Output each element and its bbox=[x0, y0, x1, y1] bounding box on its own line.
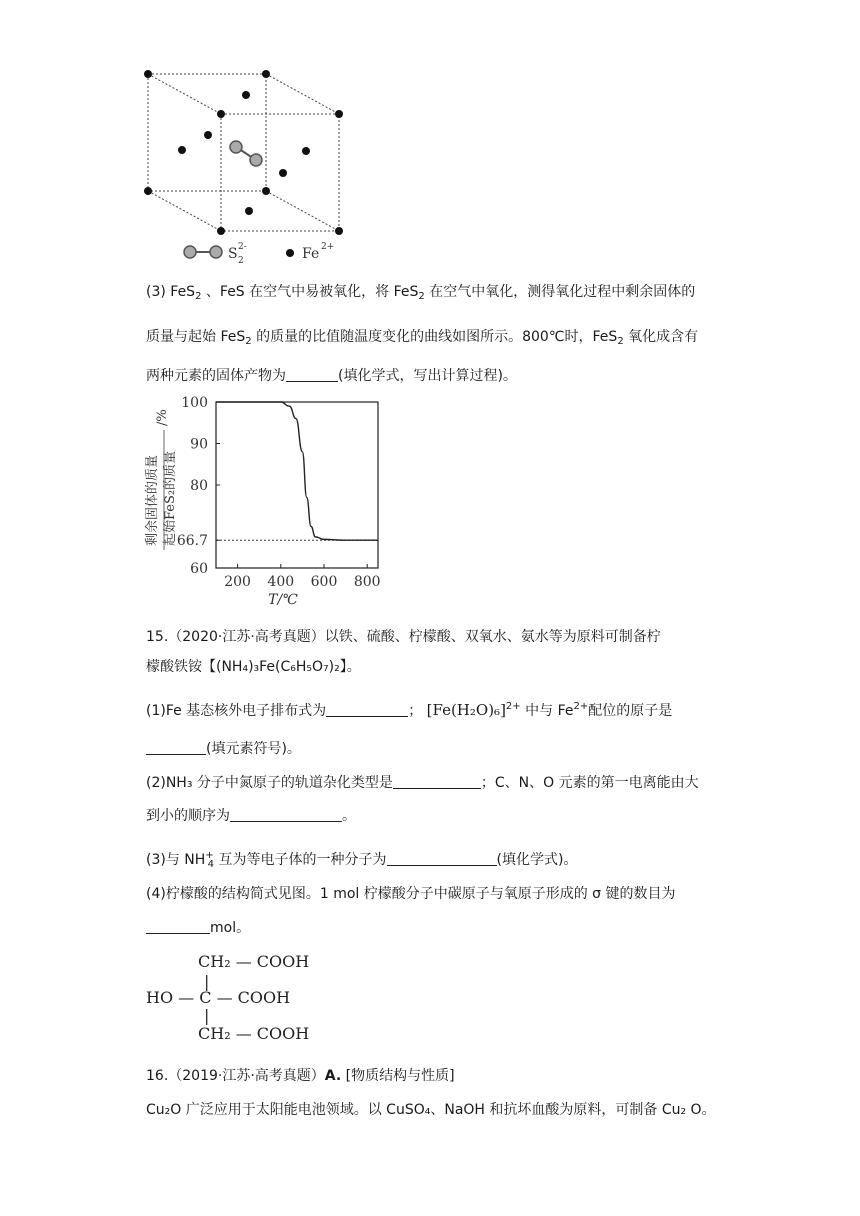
q16-header: 16.（2019·江苏·高考真题）A. [物质结构与性质] bbox=[146, 1068, 455, 1084]
ylabel-unit: /% bbox=[155, 409, 170, 426]
struct-middle: HO — C — COOH bbox=[146, 988, 291, 1007]
q15-part1-cont: (填元素符号)。 bbox=[146, 739, 301, 759]
struct-top: CH₂ — COOH bbox=[198, 952, 310, 971]
x-tick-label: 200 bbox=[224, 574, 251, 590]
y-tick-label: 80 bbox=[190, 478, 208, 494]
q15-header2: 檬酸铁铵【(NH₄)₃Fe(C₆H₅O₇)₂】。 bbox=[146, 659, 361, 675]
svg-text:2+: 2+ bbox=[321, 242, 335, 252]
y-tick-label: 60 bbox=[190, 561, 208, 577]
x-tick-label: 600 bbox=[310, 574, 338, 590]
q3-line3: 两种元素的固体产物为 (填化学式，写出计算过程)。 bbox=[146, 368, 517, 384]
q3-line1: (3) FeS$_2$ 、FeS 在空气中易被氧化，将 FeS$_2$ 在空气中氧化，测得氧化过程中剩余固体的 bbox=[146, 284, 696, 302]
struct-bottom: CH₂ — COOH bbox=[198, 1024, 310, 1043]
answer-blank[interactable] bbox=[393, 774, 481, 789]
q15-part2: (2)NH₃ 分子中氮原子的轨道杂化类型是 ；C、N、O 元素的第一电离能由大 bbox=[146, 775, 699, 791]
mass-ratio-curve bbox=[216, 402, 378, 540]
y-tick-label: 66.7 bbox=[176, 533, 208, 550]
ylabel-bottom: 起始FeS₂的质量 bbox=[163, 450, 178, 546]
svg-text:2: 2 bbox=[238, 256, 244, 266]
legend bbox=[184, 242, 334, 266]
answer-blank[interactable] bbox=[387, 851, 497, 866]
struct-bond-down: | bbox=[204, 1006, 210, 1025]
svg-text:S: S bbox=[228, 246, 238, 262]
s2-dimer bbox=[230, 141, 262, 166]
q15-part1: (1)Fe 基态核外电子排布式为 ； $[Fe(H_2O)_6]^{2+}$ 中与 $Fe^{2+}$配位的原子是 bbox=[146, 701, 673, 719]
fes2-crystal-diagram bbox=[140, 66, 380, 270]
y-tick-label: 90 bbox=[190, 436, 208, 453]
plot-frame bbox=[216, 402, 378, 568]
y-axis-title bbox=[144, 409, 178, 550]
q15-part4-cont: mol。 bbox=[146, 918, 250, 938]
struct-bond-up: | bbox=[204, 972, 210, 991]
mass-ratio-chart bbox=[140, 396, 390, 608]
answer-blank[interactable] bbox=[146, 740, 206, 755]
x-axis-label: T/℃ bbox=[268, 592, 298, 608]
q15-part4: (4)柠檬酸的结构简式见图。1 mol 柠檬酸分子中碳原子与氧原子形成的 σ 键的数目为 bbox=[146, 886, 676, 902]
ylabel-top: 剩余固体的质量 bbox=[145, 454, 160, 546]
citric-acid-structure bbox=[146, 950, 346, 1050]
answer-blank[interactable] bbox=[286, 367, 338, 382]
svg-text:Fe: Fe bbox=[302, 246, 320, 262]
answer-blank[interactable] bbox=[146, 919, 210, 934]
answer-blank[interactable] bbox=[326, 702, 408, 717]
q3-line2: 质量与起始 FeS$_2$ 的质量的比值随温度变化的曲线如图所示。800℃时，FeS$_2$ 氧化成含有 bbox=[146, 329, 699, 347]
q15-part3: (3)与 $NH^+_4$ 互为等电子体的一种分子为 (填化学式)。 bbox=[146, 850, 578, 870]
y-tick-label: 100 bbox=[181, 396, 208, 411]
x-tick-label: 400 bbox=[267, 574, 295, 590]
x-tick-label: 800 bbox=[353, 574, 381, 590]
q16-line: Cu₂O 广泛应用于太阳能电池领域。以 CuSO₄、NaOH 和抗坏血酸为原料，可制备 Cu₂ O。 bbox=[146, 1102, 716, 1118]
q15-header: 15.（2020·江苏·高考真题）以铁、硫酸、柠檬酸、双氧水、氨水等为原料可制备柠 bbox=[146, 629, 661, 645]
q15-part2-cont: 到小的顺序为 。 bbox=[146, 808, 356, 824]
svg-text:2-: 2- bbox=[238, 242, 247, 252]
answer-blank[interactable] bbox=[230, 807, 342, 822]
